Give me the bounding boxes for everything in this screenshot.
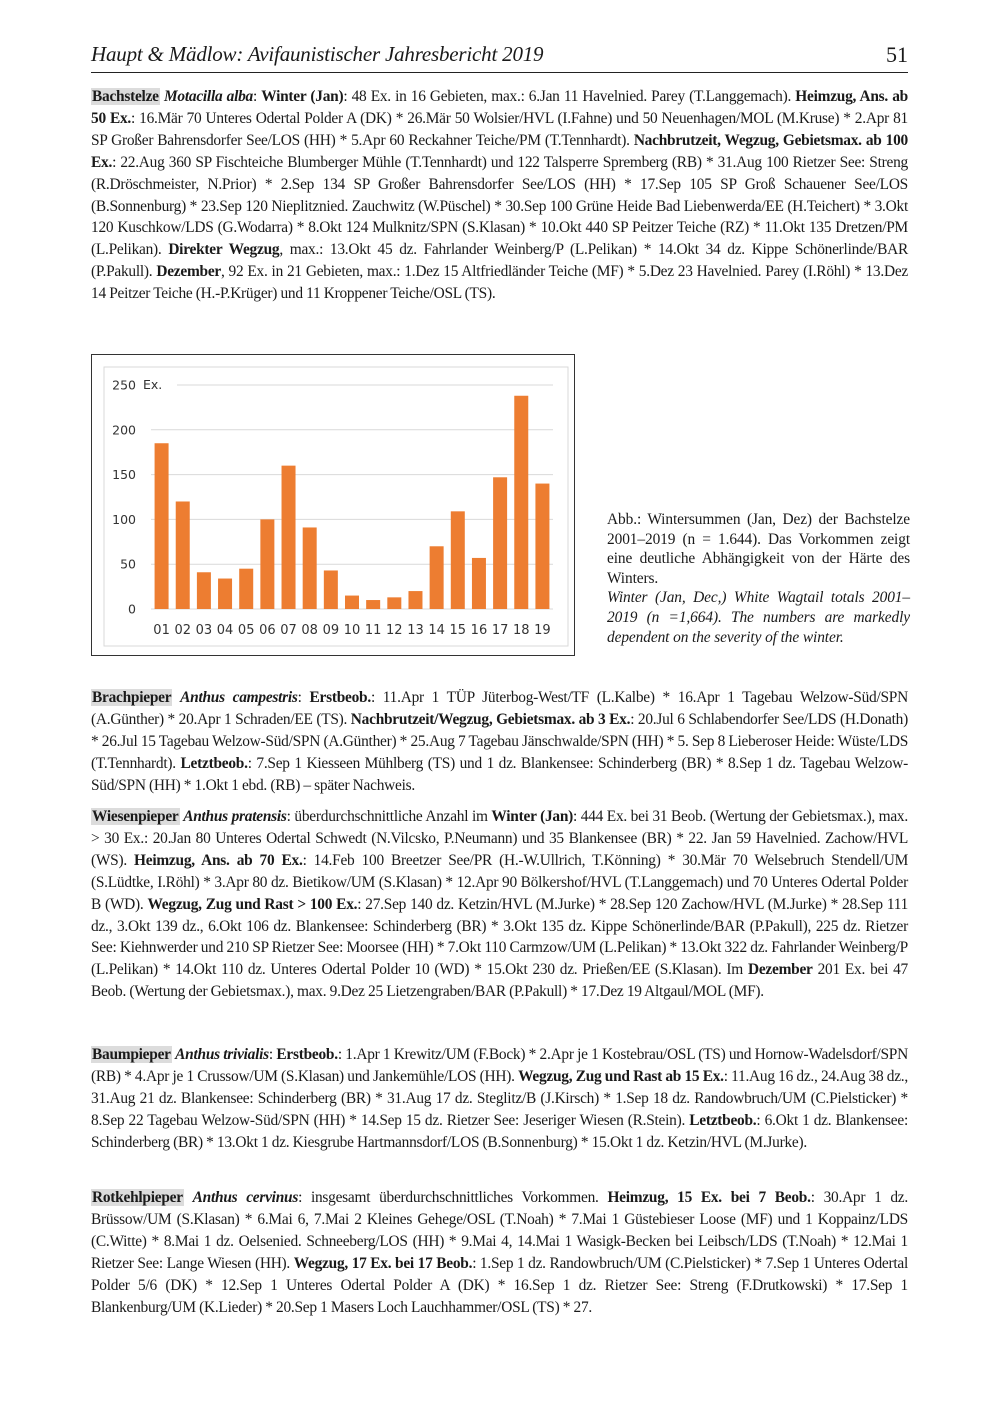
section-heading: Direkter Wegzug — [168, 241, 280, 259]
x-tick-label: 01 — [153, 623, 170, 638]
entry-baumpieper — [91, 1044, 908, 1154]
body-text: : 6.Okt 1 dz. Blankensee: Schinderberg (BR) * 13.Okt 1 dz. Kiesgrube Hartmannsdorf/LOS (B.Sonnenburg) * 15.Okt 1 dz. Ketzin/HVL (M.Jurke). — [91, 1111, 908, 1151]
bar-19 — [535, 484, 549, 609]
body-text: : 11.Aug 16 dz., 24.Aug 38 dz., 31.Aug 21 dz. Blankensee: Schinderberg (BR) * 31.Aug 17 dz. Steglitz/B (J.Kirsch) * 1.Sep 18 dz. Randowbruch/UM (C.Pielsticker) * 8.Sep 22 Tagebau Welzow-Süd/SPN (HH) * 14.Sep 15 dz. Rietzer See: Jeseriger Wiesen (R.Stein). — [91, 1067, 908, 1129]
species-name: Wiesenpieper — [92, 808, 179, 825]
x-tick-label: 16 — [470, 623, 488, 638]
bar-04 — [218, 579, 232, 609]
body-text: : 7.Sep 1 Kiesseen Mühlberg (TS) und 1 dz. Blankensee: Schinderberg (BR) * 8.Sep 1 dz. Tagebau Welzow-Süd/SPN (HH) * 1.Okt 1 ebd. (RB) – später Nachweis. — [91, 754, 908, 794]
bar-06 — [260, 519, 274, 609]
x-tick-label: 18 — [512, 623, 530, 638]
body-text: : 22.Aug 360 SP Fischteiche Blumberger Mühle (T.Tennhardt) und 122 Talsperre Spremberg (RB) * 31.Aug 100 Rietzer See: Streng (R.Dröschmeister, N.Prior) * 2.Sep 134 SP Großer Bahrensdorfer See/LOS (HH) * 17.Sep 105 SP Groß Schauener See/LOS (B.Sonnenburg) * 23.Sep 120 Nieplitznied. Zauchwitz (W.Püschel) * 30.Sep 100 Grüne Heide Bad Liebenwerda/EE (H.Teichert) * 3.Okt 120 Kuschkow/LDS (G.Wodarra) * 8.Okt 124 Mulknitz/SPN (S.Klasan) * 10.Okt 440 SP Peitzer Teiche (RZ) * 11.Okt 135 Dretzen/PM (L.Pelikan). — [91, 153, 908, 259]
body-text: : überdurchschnittliche Anzahl im — [286, 808, 492, 825]
body-text: : 444 Ex. bei 31 Beob. (Wertung der Gebietsmax.), max. > 30 Ex.: 20.Jan 80 Unteres Odertal Schwedt (N.Vilcsko, P.Neumann) und 35 Blankensee (BR) * 22. Jan 59 Havelnied. Zachow/HVL (WS). — [91, 808, 908, 869]
x-tick-label: 19 — [534, 623, 551, 638]
section-heading: Wegzug, Zug und Rast ab 15 Ex. — [518, 1067, 724, 1085]
section-heading: Wegzug, 17 Ex. bei 17 Beob. — [293, 1254, 473, 1272]
caption-german: Abb.: Wintersummen (Jan, Dez) der Bachstelze 2001–2019 (n = 1.644). Das Vorkommen zeigt eine deutliche Abhängigkeit von der Härte des Winters. — [607, 511, 910, 587]
y-tick-label: 200 — [112, 422, 136, 438]
y-tick-label: 250 — [112, 377, 136, 393]
running-title: Haupt & Mädlow: Avifaunistischer Jahresbericht 2019 — [91, 42, 544, 66]
bar-01 — [155, 443, 169, 609]
bar-13 — [408, 591, 422, 609]
x-tick-label: 05 — [237, 623, 255, 638]
bar-18 — [514, 396, 528, 609]
body-text: : 16.Mär 70 Unteres Odertal Polder A (DK) * 26.Mär 50 Wolsier/HVL (I.Fahne) und 50 Neuenhagen/MOL (M.Kruse) * 2.Apr 81 SP Großer Bahrensdorfer See/LOS (HH) * 5.Apr 60 Reckahner Teiche/PM (T.Tennhardt). — [91, 109, 908, 149]
section-heading: Nachbrutzeit/Wegzug, Gebietsmax. ab 3 Ex. — [350, 710, 631, 728]
x-tick-label: 12 — [386, 623, 403, 638]
y-tick-label: 0 — [128, 601, 136, 617]
x-tick-label: 06 — [259, 623, 276, 638]
entry-bachstelze — [91, 86, 908, 305]
x-tick-label: 07 — [280, 623, 297, 638]
bar-10 — [345, 596, 359, 609]
section-heading: Winter (Jan) — [491, 808, 574, 825]
scientific-name: Anthus trivialis — [175, 1046, 269, 1063]
x-tick-label: 14 — [428, 623, 445, 638]
x-tick-label: 09 — [322, 623, 340, 638]
body-text: : 11.Apr 1 TÜP Jüterbog-West/TF (L.Kalbe) * 16.Apr 1 Tagebau Welzow-Süd/SPN (A.Günther) * 20.Apr 1 Schraden/EE (TS). — [91, 689, 908, 728]
caption-english: Winter (Jan, Dec,) White Wagtail totals 2001–2019 (n =1,664). The numbers are markedly dependent on the severity of the winter. — [607, 589, 910, 646]
section-heading: Letztbeob. — [689, 1111, 757, 1129]
body-text: : 20.Jul 6 Schlabendorfer See/LDS (H.Donath) * 26.Jul 15 Tagebau Welzow-Süd/SPN (A.Günther) * 25.Aug 7 Tagebau Jänschwalde/SPN (HH) * 5. Sep 8 Lieberoser Heide: Wüste/LDS (T.Tennhardt). — [91, 710, 908, 772]
scientific-name: Anthus pratensis — [183, 808, 287, 825]
x-tick-label: 10 — [343, 623, 361, 638]
bar-03 — [197, 572, 211, 609]
section-heading: Winter (Jan) — [261, 88, 344, 105]
section-heading: Erstbeob. — [309, 689, 371, 706]
scientific-name: Motacilla alba — [163, 88, 253, 105]
body-text: , max.: 13.Okt 45 dz. Fahrlander Weinberg/P (L.Pelikan) * 14.Okt 34 dz. Kippe Schönerlinde/BAR (P.Pakull). — [91, 241, 908, 281]
body-text: : 27.Sep 140 dz. Ketzin/HVL (M.Jurke) * 28.Sep 120 Zachow/HVL (M.Jurke) * 28.Sep 111 dz., 3.Okt 139 dz., 6.Okt 106 dz. Blankensee: Schinderberg (BR) * 3.Okt 135 dz. Kippe Schönerlinde/BAR (P.Pakull), 225 dz. Rietzer See: Kiehnwerder und 210 SP Rietzer See: Moorsee (HH) * 7.Okt 110 Carmzow/UM (L.Pelikan) * 13.Okt 322 dz. Fahrlander Weinberg/P (L.Pelikan) * 14.Okt 110 dz. Unteres Odertal Polder 10 (WD) * 15.Okt 230 dz. Prießen/EE (S.Klasan). Im — [91, 895, 909, 979]
species-name: Baumpieper — [92, 1046, 171, 1063]
bar-15 — [451, 511, 465, 609]
bar-16 — [472, 558, 486, 609]
body-text — [172, 689, 180, 706]
bar-11 — [366, 600, 380, 609]
figure-caption — [607, 510, 910, 647]
bar-12 — [387, 597, 401, 609]
bar-chart — [92, 355, 576, 657]
body-text: : — [297, 689, 310, 706]
bar-02 — [176, 501, 190, 609]
x-tick-label: 17 — [491, 623, 509, 638]
bar-08 — [303, 527, 317, 609]
body-text: : 30.Apr 1 dz. Brüssow/UM (S.Klasan) * 6.Mai 6, 7.Mai 2 Kleines Gehege/OSL (T.Noah) * 7.Mai 1 Güstebieser Loose (MF) und 1 Koppainz/LDS (C.Witte) * 8.Mai 1 dz. Oelsenied. Schneeberg/LOS (HH) * 9.Mai 4, 14.Mai 1 Wasigk-Becken bei Leibsch/LDS (T.Noah) * 12.Mai 1 Rietzer See: Lange Wiesen (HH). — [91, 1189, 908, 1272]
y-tick-label: 50 — [120, 556, 136, 572]
body-text: : — [253, 88, 262, 105]
x-tick-label: 13 — [407, 623, 424, 638]
bar-09 — [324, 570, 338, 609]
bar-14 — [430, 546, 444, 609]
section-heading: Dezember — [747, 961, 813, 979]
body-text: : — [268, 1046, 277, 1063]
section-heading: Dezember — [156, 263, 221, 281]
body-text: : 48 Ex. in 16 Gebieten, max.: 6.Jan 11 Havelnied. Parey (T.Langgemach). — [343, 88, 796, 105]
body-text: : insgesamt überdurchschnittliches Vorkommen. — [298, 1189, 608, 1206]
section-heading: Nachbrutzeit, Wegzug, Gebietsmax. ab 100 Ex. — [91, 131, 909, 171]
page-number: 51 — [886, 42, 908, 67]
x-tick-label: 15 — [449, 623, 467, 638]
body-text: : 1.Sep 1 dz. Randowbruch/UM (C.Pielsticker) * 7.Sep 1 Unteres Odertal Polder 5/6 (DK) * 12.Sep 1 Unteres Odertal Polder A (DK) * 16.Sep 1 dz. Rietzer See: Streng (F.Drutkowski) * 17.Sep 1 Blankenburg/UM (K.Lieder) * 20.Sep 1 Masers Loch Lauchhammer/OSL (TS) * 27. — [91, 1254, 908, 1316]
y-tick-label: 150 — [112, 467, 136, 483]
section-heading: Heimzug, 15 Ex. bei 7 Beob. — [607, 1189, 811, 1206]
bar-07 — [282, 466, 296, 609]
species-name: Brachpieper — [92, 689, 172, 706]
entry-rotkehlpieper — [91, 1187, 908, 1318]
running-header — [91, 40, 908, 73]
x-tick-label: 11 — [364, 623, 382, 638]
section-heading: Erstbeob. — [276, 1046, 338, 1063]
body-text: 201 Ex. bei 47 Beob. (Wertung der Gebietsmax.), max. 9.Dez 25 Lietzengraben/BAR (P.Pakull) * 17.Dez 19 Altgaul/MOL (MF). — [91, 961, 908, 1001]
section-heading: Letztbeob. — [180, 754, 248, 772]
section-heading: Heimzug, Ans. ab 70 Ex. — [134, 851, 303, 869]
body-text: : 14.Feb 100 Breetzer See/PR (H.-W.Ullrich, T.Könning) * 30.Mär 70 Welsebruch Stendell/UM (S.Lüdtke, I.Röhl) * 3.Apr 80 dz. Bietikow/UM (S.Klasan) * 12.Apr 90 Bölkershof/HVL (T.Langgemach) und 70 Unteres Odertal Polder B (WD). — [91, 851, 908, 913]
species-name: Rotkehlpieper — [92, 1189, 183, 1206]
x-tick-label: 03 — [195, 623, 213, 638]
scientific-name: Anthus campestris — [180, 689, 298, 706]
section-heading: Heimzug, Ans. ab 50 Ex. — [91, 88, 908, 127]
section-heading: Wegzug, Zug und Rast > 100 Ex. — [147, 895, 358, 913]
body-text: , 92 Ex. in 21 Gebieten, max.: 1.Dez 15 Altfriedländer Teiche (MF) * 5.Dez 23 Havelnied. Parey (I.Röhl) * 13.Dez 14 Peitzer Teiche (H.-P.Krüger) und 11 Kroppener Teiche/OSL (TS). — [91, 263, 908, 303]
entry-wiesenpieper — [91, 806, 908, 1003]
species-name: Bachstelze — [92, 88, 159, 105]
x-tick-label: 04 — [216, 623, 234, 638]
y-axis-label: Ex. — [143, 377, 163, 392]
bar-05 — [239, 569, 253, 609]
bar-17 — [493, 477, 507, 609]
y-tick-label: 100 — [112, 511, 136, 527]
x-tick-label: 02 — [174, 623, 192, 638]
entry-brachpieper — [91, 687, 908, 797]
bar-chart-figure — [91, 354, 575, 656]
body-text: : 1.Apr 1 Krewitz/UM (F.Bock) * 2.Apr je 1 Kostebrau/OSL (TS) und Hornow-Wadelsdorf/SPN (RB) * 4.Apr je 1 Crussow/UM (S.Klasan) und Jankemühle/LOS (HH). — [91, 1046, 908, 1085]
body-text — [184, 1189, 193, 1206]
scientific-name: Anthus cervinus — [192, 1189, 299, 1206]
x-tick-label: 08 — [301, 623, 318, 638]
